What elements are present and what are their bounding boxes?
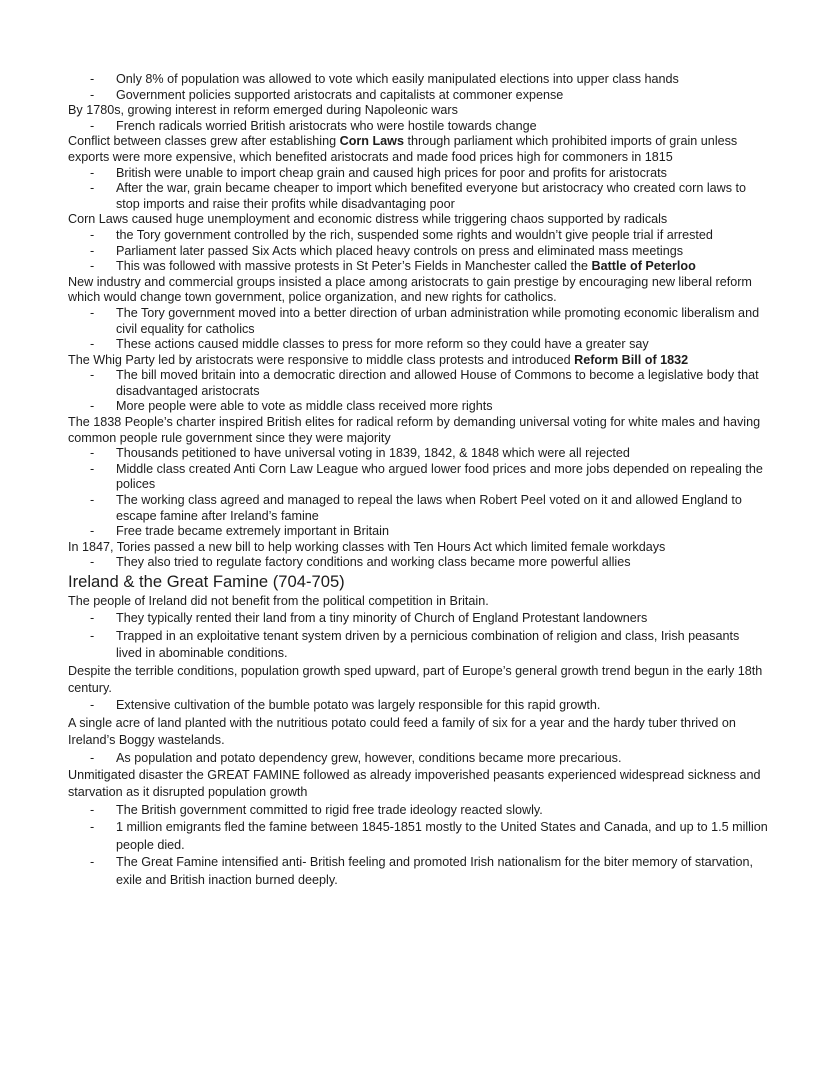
bullet-item	[68, 493, 768, 524]
section-ireland	[68, 593, 768, 889]
bullet-item	[68, 555, 768, 571]
bullet-text: Free trade became extremely important in Britain	[116, 524, 389, 539]
bullet-dash: -	[90, 118, 95, 133]
bullet-item	[68, 524, 768, 540]
bullet-text: The bill moved britain into a democratic direction and allowed House of Commons to become a legislative body that disadvantaged aristocrats	[116, 368, 759, 398]
bullet-dash: -	[90, 628, 95, 643]
bullet-item	[68, 399, 768, 415]
bullet-text: More people were able to vote as middle class received more rights	[116, 399, 493, 414]
paragraph: Despite the terrible conditions, population growth sped upward, part of Europe’s general growth trend begun in the early 18th century.	[68, 663, 763, 696]
bullet-text: The working class agreed and managed to repeal the laws when Robert Peel voted on it and allowed England to escape famine after Ireland’s famine	[116, 493, 742, 523]
section-heading: Ireland & the Great Famine (704-705)	[68, 572, 345, 591]
bullet-item	[68, 854, 768, 889]
bullet-dash: -	[90, 750, 95, 765]
bullet-item	[68, 368, 768, 399]
bullet-item	[68, 462, 768, 493]
paragraph: Unmitigated disaster the GREAT FAMINE followed as already impoverished peasants experienced widespread sickness and starvation as it disrupted population growth	[68, 768, 761, 800]
bullet-item	[68, 337, 768, 353]
bullet-dash: -	[90, 461, 95, 476]
paragraph: The people of Ireland did not benefit from the political competition in Britain.	[68, 594, 489, 608]
bold-term: Battle of Peterloo	[591, 259, 696, 274]
bullet-item	[68, 750, 768, 767]
bold-term: Reform Bill of 1832	[574, 352, 689, 367]
bullet-dash: -	[90, 399, 95, 414]
bullet-dash: -	[90, 227, 95, 242]
bullet-item	[68, 228, 768, 244]
bold-term: Corn Laws	[339, 134, 404, 149]
bullet-item	[68, 802, 768, 819]
bullet-dash: -	[90, 611, 95, 626]
bullet-text: As population and potato dependency grew, however, conditions became more precarious.	[116, 750, 622, 765]
bullet-dash: -	[90, 72, 95, 86]
bullet-text: French radicals worried British aristocrats who were hostile towards change	[116, 118, 537, 133]
bullet-text: Trapped in an exploitative tenant system driven by a pernicious combination of religion and class, Irish peasants lived in abominable conditions.	[116, 628, 740, 661]
bullet-text: They typically rented their land from a tiny minority of Church of England Protestant landowners	[116, 611, 648, 626]
bullet-item	[68, 610, 768, 627]
bullet-dash: -	[90, 820, 95, 835]
bullet-item	[68, 166, 768, 182]
bullet-text: Only 8% of population was allowed to vote which easily manipulated elections into upper class hands	[116, 72, 679, 86]
paragraph: A single acre of land planted with the nutritious potato could feed a family of six for a year and the hardy tuber thrived on Ireland’s Boggy wastelands.	[68, 715, 736, 748]
bullet-dash: -	[90, 165, 95, 180]
bullet-text: 1 million emigrants fled the famine between 1845-1851 mostly to the United States and Canada, and up to 1.5 million people died.	[116, 820, 768, 852]
bullet-dash: -	[90, 181, 95, 196]
paragraph: In 1847, Tories passed a new bill to help working classes with Ten Hours Act which limited female workdays	[68, 539, 666, 554]
bullet-dash: -	[90, 524, 95, 539]
bullet-dash: -	[90, 259, 95, 274]
bullet-text: These actions caused middle classes to press for more reform so they could have a greater say	[116, 337, 649, 352]
paragraph: New industry and commercial groups insisted a place among aristocrats to gain prestige by encouraging new liberal reform which would change town government, police organization, and new rights for catholics.	[68, 274, 752, 305]
bullet-dash: -	[90, 698, 95, 713]
bullet-text: the Tory government controlled by the rich, suspended some rights and wouldn’t give people trial if arrested	[116, 227, 713, 242]
bullet-text: The Tory government moved into a better direction of urban administration while promoting economic liberalism and civil equality for catholics	[116, 305, 760, 336]
bullet-dash: -	[90, 855, 95, 870]
bullet-dash: -	[90, 446, 95, 461]
bullet-item	[68, 697, 768, 714]
paragraph: The 1838 People’s charter inspired British elites for radical reform by demanding universal voting for white males and having common people rule government since they were majority	[68, 415, 761, 445]
bullet-text: They also tried to regulate factory conditions and working class became more powerful allies	[116, 555, 631, 570]
bullet-text: British were unable to import cheap grain and caused high prices for poor and profits for aristocrats	[116, 165, 667, 180]
bullet-dash: -	[90, 555, 95, 570]
bullet-text: Government policies supported aristocrats and capitalists at commoner expense	[116, 87, 564, 102]
paragraph: Corn Laws caused huge unemployment and economic distress while triggering chaos supported by radicals	[68, 212, 668, 227]
bullet-text: The Great Famine intensified anti- British feeling and promoted Irish nationalism for the biter memory of starvation, exile and British inaction burned deeply.	[116, 855, 753, 887]
document-page	[68, 72, 768, 889]
bullet-item	[68, 181, 768, 212]
bullet-item	[68, 259, 768, 275]
bullet-dash: -	[90, 305, 95, 320]
bullet-item	[68, 119, 768, 135]
bullet-dash: -	[90, 802, 95, 817]
bullet-dash: -	[90, 493, 95, 508]
bullet-item	[68, 306, 768, 337]
bullet-text: Thousands petitioned to have universal voting in 1839, 1842, & 1848 which were all rejected	[116, 446, 630, 461]
bullet-dash: -	[90, 243, 95, 258]
section-reform	[68, 72, 768, 571]
bullet-item	[68, 244, 768, 260]
bullet-dash: -	[90, 368, 95, 383]
bullet-dash: -	[90, 337, 95, 352]
text-run: Conflict between classes grew after establishing	[68, 134, 340, 149]
bullet-text: After the war, grain became cheaper to import which benefited everyone but aristocracy who created corn laws to stop imports and raise their profits while disadvantaging poor	[116, 181, 747, 211]
bullet-text: Extensive cultivation of the bumble potato was largely responsible for this rapid growth.	[116, 698, 601, 713]
text-run: The Whig Party led by aristocrats were responsive to middle class protests and introduced	[68, 352, 575, 367]
bullet-item	[68, 628, 768, 663]
paragraph: By 1780s, growing interest in reform emerged during Napoleonic wars	[68, 103, 458, 118]
bullet-text: Middle class created Anti Corn Law League who argued lower food prices and more jobs depended on repealing the polices	[116, 461, 763, 492]
bullet-text: The British government committed to rigid free trade ideology reacted slowly.	[116, 802, 543, 817]
text-run: This was followed with massive protests in St Peter’s Fields in Manchester called the	[116, 259, 592, 274]
bullet-item	[68, 88, 768, 104]
paragraph	[68, 353, 768, 369]
bullet-item	[68, 446, 768, 462]
bullet-dash: -	[90, 87, 95, 102]
bullet-item	[68, 819, 768, 854]
text-run: through parliament which prohibited imports of grain unless exports were more expensive, which benefited aristocrats and made food prices high for commoners in 1815	[68, 134, 738, 164]
bullet-item	[68, 72, 768, 88]
bullet-text: Parliament later passed Six Acts which placed heavy controls on press and eliminated mass meetings	[116, 243, 684, 258]
paragraph	[68, 134, 768, 165]
